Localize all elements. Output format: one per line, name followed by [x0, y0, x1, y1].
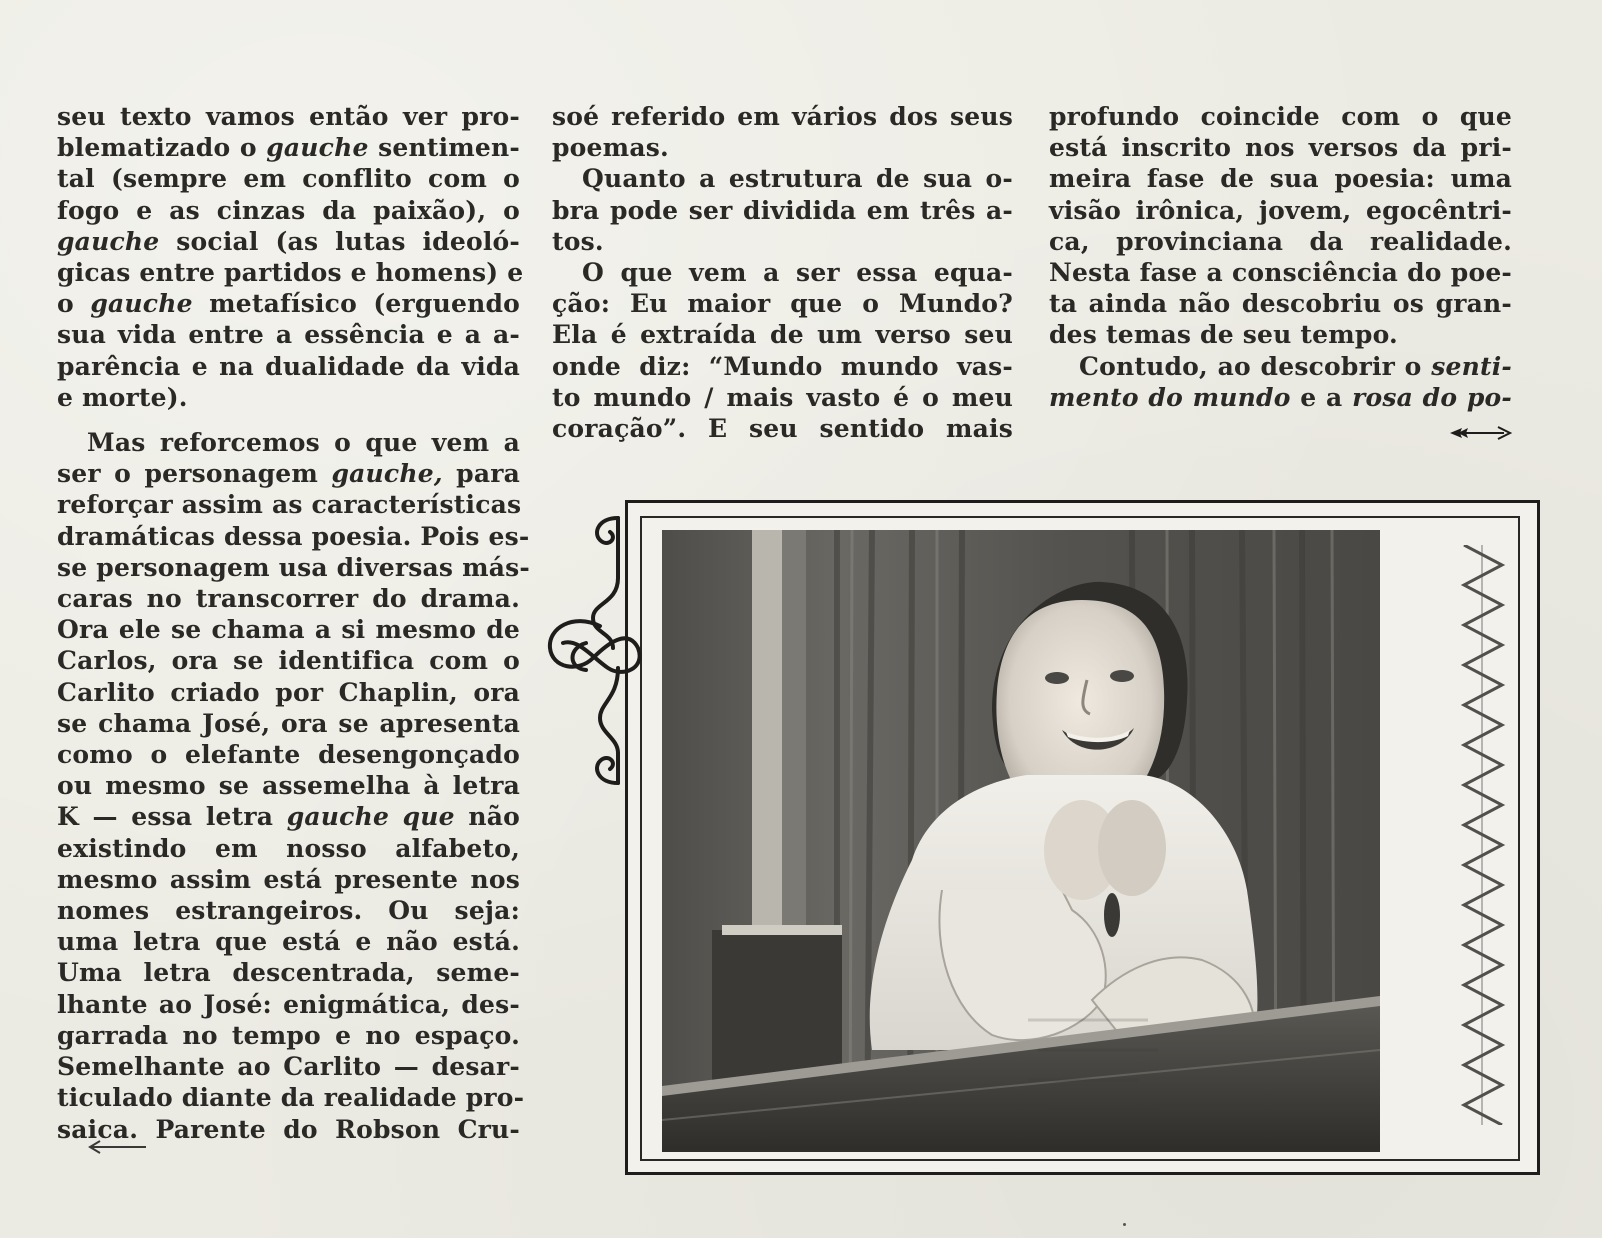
text-line: profundo coincide com o que [1049, 102, 1512, 131]
text-column-3 [1049, 101, 1512, 413]
text-line: mento do mundo e a rosa do po- [1049, 382, 1512, 412]
italic-text: gauche, [331, 459, 443, 489]
paragraph [552, 163, 1013, 257]
text-line: ser o personagem gauche, para [57, 459, 520, 489]
text-line: seu texto vamos então ver pro- [57, 102, 520, 131]
text-line: to mundo / mais vasto é o meu [552, 382, 1013, 412]
text-line: se chama José, ora se apresenta [57, 708, 520, 738]
text-line: sua vida entre a essência e a a- [57, 320, 520, 350]
text-line: existindo em nosso alfabeto, [57, 833, 520, 863]
paragraph [552, 101, 1013, 163]
text-line: Carlos, ora se identifica com o [57, 646, 520, 676]
text-line: saica. Parente do Robson Cru- [57, 1114, 520, 1144]
italic-text: rosa do po- [1352, 382, 1512, 412]
text-line: visão irônica, jovem, egocêntri- [1049, 195, 1512, 225]
text-line: poemas. [552, 133, 669, 163]
text-line: ticulado diante da realidade pro- [57, 1083, 525, 1113]
text-line: ta ainda não descobriu os gran- [1049, 289, 1512, 319]
text-line: gicas entre partidos e homens) e [57, 258, 524, 288]
text-line: bra pode ser dividida em três a- [552, 195, 1013, 225]
text-line: Ela é extraída de um verso seu [552, 320, 1013, 350]
text-line: o gauche metafísico (erguendo [57, 289, 521, 319]
text-line: meira fase de sua poesia: uma [1049, 164, 1512, 194]
text-line: gauche social (as lutas ideoló- [57, 226, 520, 256]
text-line: caras no transcorrer do drama. [57, 584, 520, 614]
text-line: Uma letra descentrada, seme- [57, 958, 520, 988]
scroll-ornament-icon [538, 508, 648, 793]
text-line: Semelhante ao Carlito — desar- [57, 1052, 520, 1082]
text-line: reforçar assim as características [57, 490, 522, 520]
italic-text: gauche que [286, 802, 455, 832]
text-line: e morte). [57, 382, 188, 412]
left-arrow-icon [88, 1140, 150, 1154]
italic-text: mento do mundo [1049, 382, 1291, 412]
text-line: ca, provinciana da realidade. [1049, 226, 1512, 256]
text-line: como o elefante desengonçado [57, 740, 520, 770]
text-line: onde diz: “Mundo mundo vas- [552, 351, 1013, 381]
text-line: tos. [552, 226, 604, 256]
text-line: Contudo, ao descobrir o senti- [1079, 351, 1512, 381]
text-line: lhante ao José: enigmática, des- [57, 989, 520, 1019]
continue-arrow-icon [1448, 423, 1512, 443]
decorative-border-pattern [1452, 545, 1514, 1125]
text-line: dramáticas dessa poesia. Pois es- [57, 521, 530, 551]
text-line: soé referido em vários dos seus [552, 102, 1013, 131]
italic-text: gauche [57, 226, 160, 256]
speck [1123, 1223, 1126, 1226]
text-line: des temas de seu tempo. [1049, 320, 1398, 350]
portrait-image [662, 530, 1380, 1152]
text-line: Quanto a estrutura de sua o- [582, 164, 1013, 194]
text-line: nomes estrangeiros. Ou seja: [57, 896, 520, 926]
paragraph [57, 101, 524, 413]
italic-text: gauche [90, 289, 193, 319]
text-line: ou mesmo se assemelha à letra [57, 771, 520, 801]
text-line: Ora ele se chama a si mesmo de [57, 615, 520, 645]
text-line: parência e na dualidade da vida [57, 351, 520, 381]
text-line: fogo e as cinzas da paixão), o [57, 195, 520, 225]
text-column-2 [552, 101, 1013, 444]
italic-text: senti- [1431, 351, 1512, 381]
text-line: Mas reforcemos o que vem a [87, 428, 520, 458]
text-line: uma letra que está e não está. [57, 927, 520, 957]
text-line: se personagem usa diversas más- [57, 552, 530, 582]
text-line: blematizado o gauche sentimen- [57, 133, 520, 163]
paragraph [57, 427, 530, 1145]
text-line: está inscrito nos versos da pri- [1049, 133, 1512, 163]
paragraph [1049, 351, 1512, 413]
show-through-text-artifact [1028, 1010, 1168, 1130]
text-column-1 [57, 101, 530, 1145]
text-line: ção: Eu maior que o Mundo? [552, 289, 1013, 319]
text-line: O que vem a ser essa equa- [582, 258, 1013, 288]
portrait-photo [662, 530, 1380, 1152]
text-line: coração”. E seu sentido mais [552, 414, 1013, 444]
text-line: tal (sempre em conflito com o [57, 164, 520, 194]
paragraph [1049, 101, 1512, 351]
italic-text: gauche [266, 133, 369, 163]
text-line: garrada no tempo e no espaço. [57, 1020, 520, 1050]
text-line: K — essa letra gauche que não [57, 802, 520, 832]
paragraph-gap [57, 413, 520, 427]
text-line: Carlito criado por Chaplin, ora [57, 677, 520, 707]
text-line: Nesta fase a consciência do poe- [1049, 258, 1512, 288]
text-line: mesmo assim está presente nos [57, 864, 520, 894]
paragraph [552, 257, 1013, 444]
